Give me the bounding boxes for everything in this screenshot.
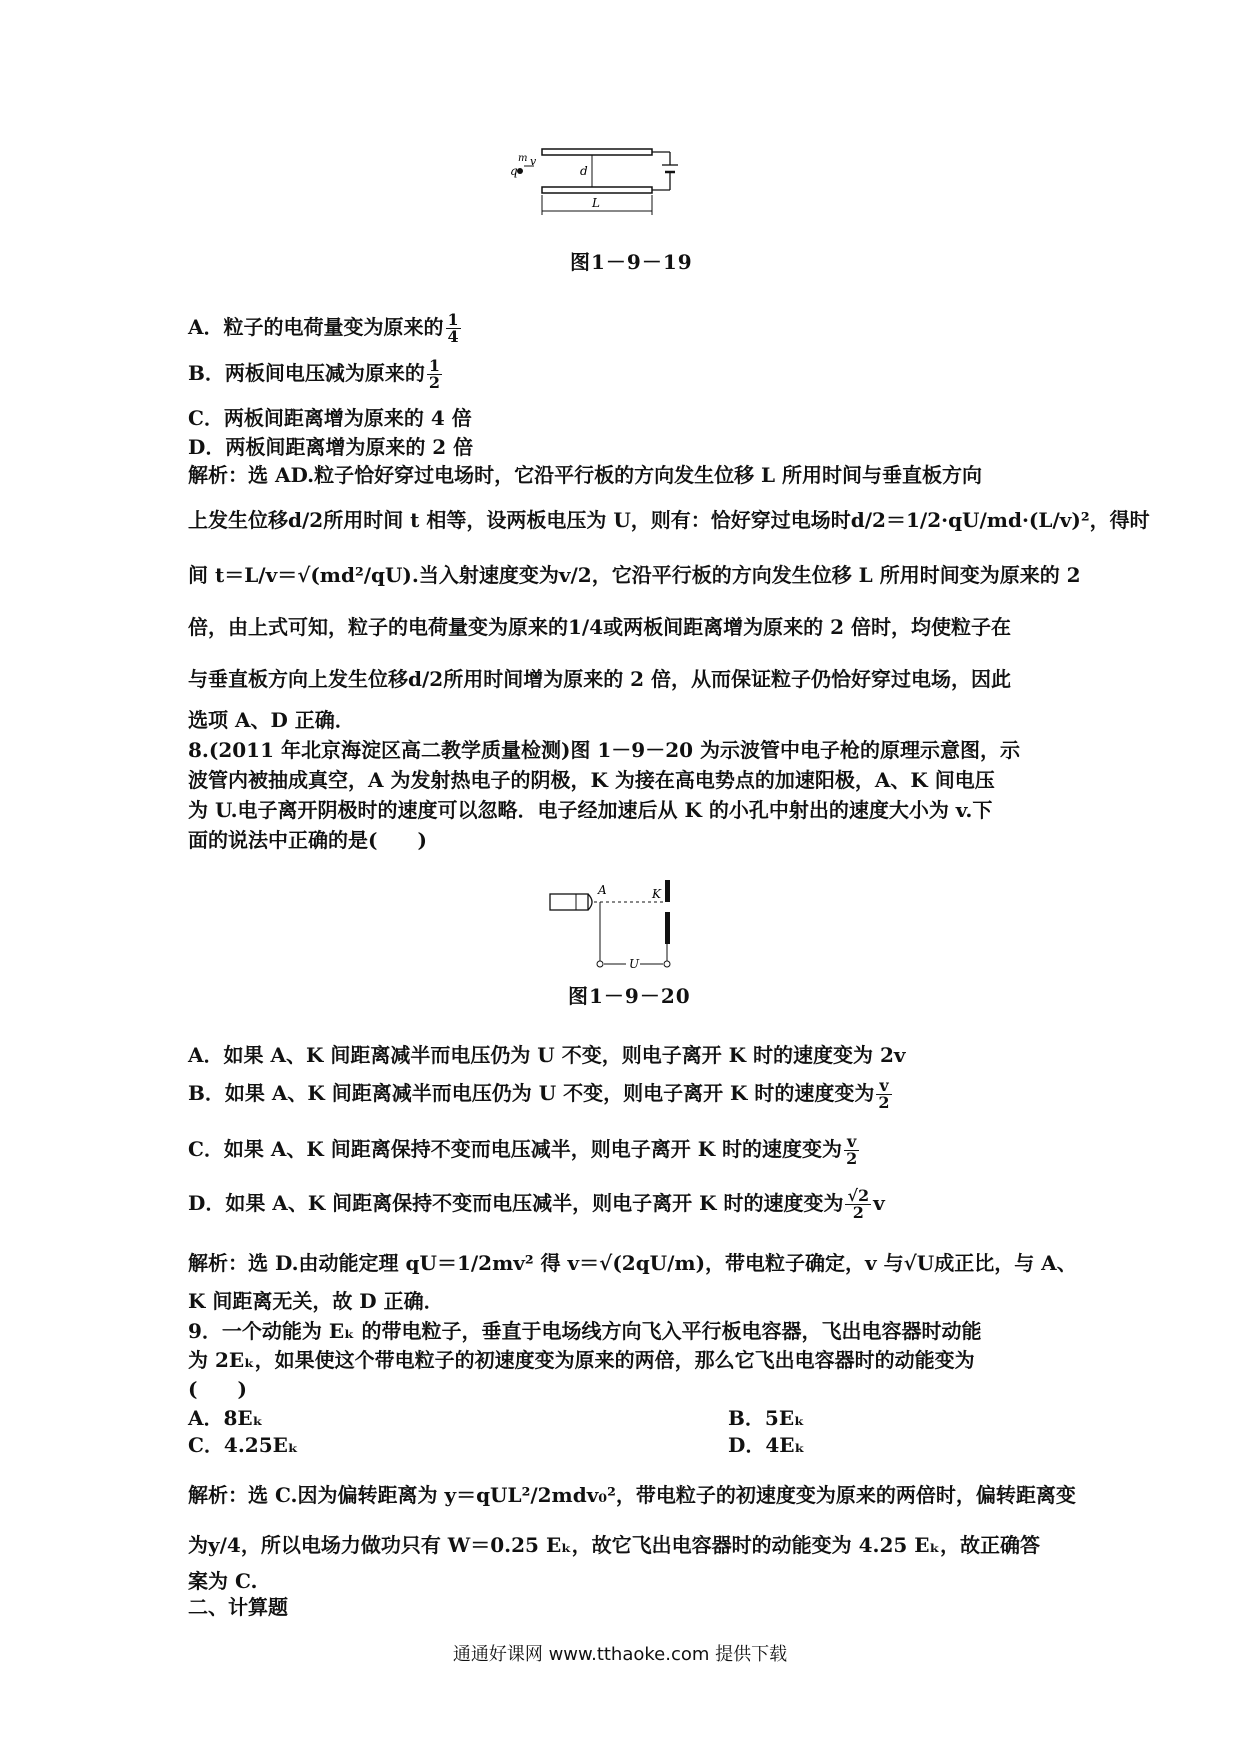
q8-option-c: C．如果 A、K 间距离保持不变而电压减半，则电子离开 K 时的速度变为 $\frac{v}{2}$ [188,1132,858,1168]
q9-option-b: B．5Eₖ [728,1406,805,1430]
label-d: d [580,164,588,178]
figure-parallel-plate-capacitor [510,145,720,245]
q7-analysis-line: 间 t＝L/v＝√(md²/qU).当入射速度变为v/2，它沿平行板的方向发生位移 L 所用时间变为原来的 2 [188,563,1081,587]
q8-stem-line: 波管内被抽成真空，A 为发射热电子的阴极，K 为接在高电势点的加速阳极，A、K 间电压 [188,768,995,792]
q9-stem-line: ( ) [188,1377,247,1401]
label-q: q [510,164,518,178]
q7-analysis-line: 与垂直板方向上发生位移d/2所用时间增为原来的 2 倍，从而保证粒子仍恰好穿过电场，因此 [188,667,1012,691]
q7-option-c: C．两板间距离增为原来的 4 倍 [188,406,472,430]
q7-option-a: A．粒子的电荷量变为原来的 $\frac{1}{4}$ [188,310,459,346]
q7-analysis-line: 解析：选 AD.粒子恰好穿过电场时，它沿平行板的方向发生位移 L 所用时间与垂直板方向 [188,463,983,487]
q9-stem-line: 为 2Eₖ，如果使这个带电粒子的初速度变为原来的两倍，那么它飞出电容器时的动能变为 [188,1348,975,1372]
section-heading: 二、计算题 [188,1595,288,1619]
q7-option-b: B．两板间电压减为原来的 $\frac{1}{2}$ [188,356,441,392]
q8-analysis-line: K 间距离无关，故 D 正确． [188,1289,444,1313]
q9-options-row [188,1430,1068,1460]
q9-analysis-line: 案为 C. [188,1569,258,1593]
q8-option-d: D．如果 A、K 间距离保持不变而电压减半，则电子离开 K 时的速度变为 $\frac{√2}{2}$ v [188,1186,885,1222]
q9-stem-line: 9．一个动能为 Eₖ 的带电粒子，垂直于电场线方向飞入平行板电容器，飞出电容器时动能 [188,1319,982,1343]
q8-analysis-line: 解析：选 D.由动能定理 qU＝1/2mv² 得 v＝√(2qU/m)，带电粒子确定，v 与√U成正比，与 A、 [188,1251,1077,1275]
q9-option-c: C．4.25Eₖ [188,1433,299,1457]
label-v: v [530,155,537,168]
figure-caption-1-9-19: 图1－9－19 [570,250,693,274]
figure-caption-1-9-20: 图1－9－20 [568,984,691,1008]
particle-dot [517,168,523,174]
q9-option-d: D．4Eₖ [728,1433,805,1457]
q7-analysis-line: 上发生位移d/2所用时间 t 相等，设两板电压为 U，则有：恰好穿过电场时d/2＝1/2·qU/md·(L/v)²，得时 [188,508,1150,532]
q9-options-row [188,1403,1068,1433]
q8-stem-line: 面的说法中正确的是( ) [188,828,427,852]
q9-analysis-line: 为y/4，所以电场力做功只有 W＝0.25 Eₖ，故它飞出电容器时的动能变为 4.25 Eₖ，故正确答 [188,1533,1041,1557]
label-m: m [518,153,528,164]
label-U: U [629,957,640,971]
q8-stem-line: 8.(2011 年北京海淀区高二教学质量检测)图 1－9－20 为示波管中电子枪的原理示意图，示 [188,738,1021,762]
label-L: L [592,196,600,210]
q7-analysis-line: 选项 A、D 正确． [188,708,355,732]
q7-option-d: D．两板间距离增为原来的 2 倍 [188,435,474,459]
q7-analysis-line: 倍，由上式可知，粒子的电荷量变为原来的1/4或两板间距离增为原来的 2 倍时，均使粒子在 [188,615,1011,639]
q8-stem-line: 为 U.电子离开阴极时的速度可以忽略．电子经加速后从 K 的小孔中射出的速度大小为 v.下 [188,798,993,822]
footer-text: 通通好课网 www.tthaoke.com 提供下载 [452,1644,788,1665]
q9-option-a: A．8Eₖ [188,1406,264,1430]
label-K: K [652,887,661,901]
q9-analysis-line: 解析：选 C.因为偏转距离为 y＝qUL²/2mdv₀²，带电粒子的初速度变为原来的两倍时，偏转距离变 [188,1483,1076,1507]
figure-electron-gun [548,880,708,980]
q8-option-b: B．如果 A、K 间距离减半而电压仍为 U 不变，则电子离开 K 时的速度变为 $\frac{v}{2}$ [188,1076,890,1112]
label-A: A [598,883,607,897]
q8-option-a: A．如果 A、K 间距离减半而电压仍为 U 不变，则电子离开 K 时的速度变为 2v [188,1043,906,1067]
